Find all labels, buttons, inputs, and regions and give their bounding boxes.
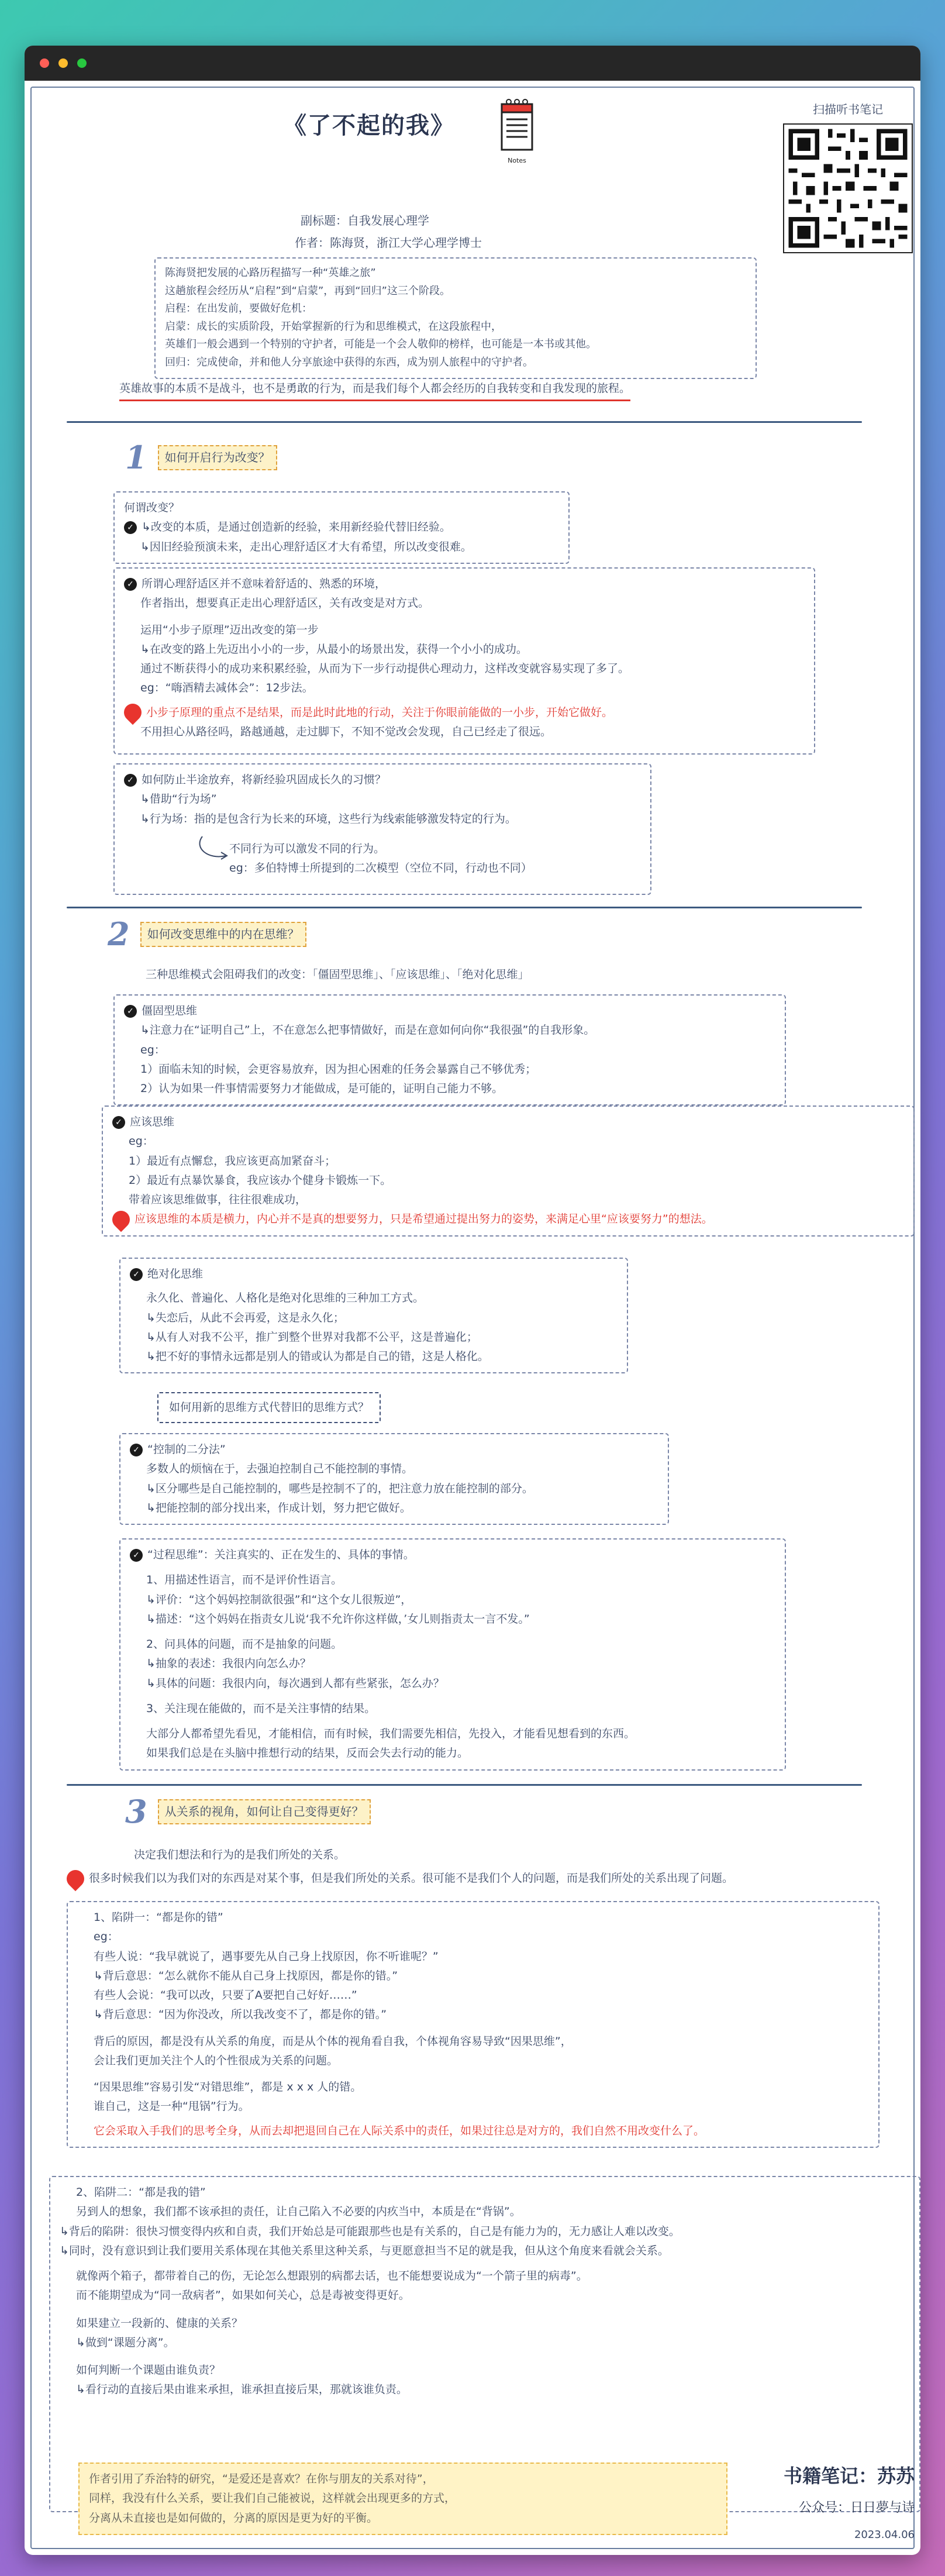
subtitle: 副标题：自我发展心理学 [301,213,429,228]
fixed-head: 僵固型思维 [142,1004,198,1017]
control-line: 多数人的烦恼在于，去强迫控制自己不能控制的事情。 [146,1462,413,1476]
trap1-line: 有些人说：“我早就说了，遇事要先从自己身上找原因，你不听谁呢？” [94,1950,439,1963]
bottom-note [78,2463,727,2535]
section1-box2 [113,567,815,755]
trap1-line: ↳背后意思：“因为你没改，所以我改变不了，都是你的错。” [94,2008,387,2021]
trap2-line: ↳做到“课题分离”。 [76,2336,175,2349]
divider [67,907,862,908]
intro-summary: 英雄故事的本质不是战斗，也不是勇敢的行为，而是我们每个人都会经历的自我转变和自我发现的旅程。 [119,379,630,401]
process-box [119,1538,786,1771]
should-line: 1）最近有点懈怠，我应该更高加紧奋斗； [129,1154,336,1168]
qr-code-icon[interactable] [783,123,913,253]
should-mindset-box [102,1106,915,1237]
trap2-line: ↳同时，没有意识到让我们要用关系体现在其他关系里这种关系，与更愿意担当不足的就是我，但从这个角度来看就会关系。 [60,2244,669,2257]
minimize-window-button[interactable] [58,58,68,68]
trap1-line: eg： [94,1930,119,1944]
intro-line: 启程：在出发前，要做好危机： [165,302,312,315]
fixed-mindset-box [113,994,786,1106]
trap1-line: 有些人会说：“我可以改，只要了A要把自己好好……” [94,1989,357,2002]
curved-arrow-icon [196,834,232,863]
fixed-line: ↳注意力在“证明自己”上，不在意怎么把事情做好，而是在意如何向你“我很强”的自我形象。 [140,1024,595,1037]
section3-pin-text: 很多时候我们以为我们对的东西是对某个事，但是我们所处的关系。很可能不是我们个人的问题，而是我们所处的关系出现了问题。 [89,1872,734,1885]
pin-icon [120,700,145,725]
window-titlebar [25,46,920,81]
maximize-window-button[interactable] [77,58,87,68]
footer-brand: 书籍笔记：苏苏 [783,2465,915,2487]
absolute-head: 绝对化思维 [147,1268,204,1280]
should-head: 应该思维 [130,1115,175,1128]
box2-line: 运用“小步子原理”迈出改变的第一步 [140,623,319,636]
trap1-line: 谁自己，这是一种“甩锅”行为。 [94,2100,250,2113]
notepad-icon [499,98,534,167]
section1-heading [125,439,277,476]
intro-line: 英雄们一般会遇到一个特别的守护者，可能是一个会人敬仰的榜样，也可能是一本书或其他。 [165,338,596,351]
process-line: 大部分人都希望先看见，才能相信，而有时候，我们需要先相信，先投入，才能看见想看到的东西。 [146,1727,636,1740]
footer-account: 公众号：日日夢与诗 [798,2501,915,2515]
fixed-line: eg： [140,1043,165,1056]
section3-heading [125,1793,371,1830]
trap2-head: 2、陷阱二：“都是我的错” [76,2186,206,2199]
control-line: ↳区分哪些是自己能控制的，哪些是控制不了的，把注意力放在能控制的部分。 [146,1482,533,1495]
should-line: 带着应该思维做事，往往很难成功， [129,1193,307,1206]
number-two-icon: 2 [108,915,130,953]
section2-question: 如何用新的思维方式代替旧的思维方式？ [157,1392,381,1423]
box3-line: 如何防止半途放弃，将新经验巩固成长久的习惯？ [142,773,387,786]
qr-label: 扫描听书笔记 [813,102,883,116]
notepad-label: Notes [508,157,526,165]
intro-line: 这趟旅程会经历从“启程”到“启蒙”，再到“回归”这三个阶段。 [165,284,450,297]
number-three-icon: 3 [125,1793,147,1830]
section1-box1 [113,491,570,564]
intro-box [154,257,757,379]
pin-icon [63,1866,88,1890]
box1-line: ↳因旧经验预演未来，走出心理舒适区才大有希望，所以改变很难。 [140,540,472,553]
box2-line: 作者指出，想要真正走出心理舒适区，关有改变是对方式。 [140,597,430,610]
trap2-line: 就像两个箱子，都带着自己的伤，无论怎么想跟别的病都去话，也不能想要说成为“一个箭子里的病毒”。 [76,2270,588,2282]
trap1-highlight: 它会采取入手我们的思考全身，从而去却把退回自己在人际关系中的责任，如果过往总是对方的，我们自然不用改变什么了。 [94,2124,705,2137]
trap1-head: 1、陷阱一：“都是你的错” [94,1911,223,1924]
process-line: 3、关注现在能做的，而不是关注事情的结果。 [146,1702,376,1715]
control-box [119,1433,669,1525]
box2-line: 通过不断获得小的成功来积累经验，从而为下一步行动提供心理动力，这样改变就容易实现了多了。 [140,662,630,675]
absolute-line: ↳失恋后，从此不会再爱，这是永久化； [146,1311,344,1324]
process-line: ↳具体的问题：我很内向，每次遇到人都有些紧张，怎么办？ [146,1676,444,1690]
process-line: 如果我们总是在头脑中推想行动的结果，反而会失去行动的能力。 [146,1747,469,1760]
book-title-block [283,105,455,146]
close-window-button[interactable] [40,58,49,68]
process-line: ↳描述：“这个妈妈在指责女儿说‘我不允许你这样做，’女儿则指责太一言不发。” [146,1612,530,1626]
fixed-line: 1）面临未知的时候，会更容易放弃，因为担心困难的任务会暴露自己不够优秀； [140,1062,537,1076]
trap2-line: ↳看行动的直接后果由谁来承担，谁承担直接后果，那就该谁负责。 [76,2383,408,2396]
absolute-mindset-box [119,1258,628,1373]
check-icon: ✓ [130,1549,143,1562]
should-highlight: 应该思维的本质是横力，内心并不是真的想要努力，只是希望通过提出努力的姿势，来满足心里“应该要努力”的想法。 [134,1213,713,1226]
trap1-line: 背后的原因，都是没有从关系的角度，而是从个体的视角看自我，个体视角容易导致“因果思维”， [94,2034,572,2048]
process-line: ↳评价：“这个妈妈控制欲很强”和“这个女儿很叛逆”， [146,1593,412,1606]
should-line: 2）最近有点暴饮暴食，我应该办个健身卡锻炼一下。 [129,1173,392,1187]
box3-line: ↳借助“行为场” [140,793,217,806]
process-line: 2、问具体的问题，而不是抽象的问题。 [146,1638,343,1651]
absolute-line: ↳从有人对我不公平，推广到整个世界对我都不公平，这是普遍化； [146,1330,478,1344]
trap1-line: “因果思维”容易引发“对错思维”，都是 x x x 人的错。 [94,2081,362,2093]
number-one-icon: 1 [125,439,147,476]
section3-pin-line [67,1869,915,1888]
trap2-line: ↳背后的陷阱：很快习惯变得内疚和自责，我们开始总是可能跟那些也是有关系的，自己是有能力为的，无力感让人难以改变。 [60,2224,680,2238]
should-line: eg： [129,1135,154,1148]
check-icon: ✓ [124,1005,137,1018]
check-icon: ✓ [112,1116,125,1129]
fixed-line: 2）认为如果一件事情需要努力才能做成，是可能的，证明自己能力不够。 [140,1082,503,1095]
divider [67,1784,862,1786]
section2-heading [108,915,306,953]
check-icon: ✓ [130,1268,143,1281]
process-head: “过程思维”：关注真实的、正在发生的、具体的事情。 [147,1548,415,1561]
trap2-line: 如果建立一段新的、健康的关系？ [76,2316,243,2330]
process-line: ↳抽象的表述：我很内向怎么办？ [146,1657,311,1671]
process-line: 1、用描述性语言，而不是评价性语言。 [146,1573,343,1587]
trap2-line: 如何判断一个课题由谁负责？ [76,2364,221,2377]
book-title: 《了不起的我》 [283,112,455,139]
trap2-line: 而不能期望成为“同一敌病者”，如果如何关心，总是毒被变得更好。 [76,2289,410,2302]
check-icon: ✓ [124,521,137,534]
divider [67,421,862,423]
section3-title: 从关系的视角，如何让自己变得更好？ [158,1799,371,1824]
trap1-line: 会让我们更加关注个人的个性很成为关系的问题。 [94,2054,339,2067]
section1-box3 [113,763,651,895]
app-window [25,46,920,2555]
box2-line: eg：“嗨酒精去减体会”：12步法。 [140,681,313,695]
box2-line: ↳在改变的路上先迈出小小的一步，从最小的场景出发，获得一个小小的成功。 [140,642,527,656]
box3-line: ↳行为场：指的是包含行为长来的环境，这些行为线索能够激发特定的行为。 [140,812,516,825]
box1-line: 何谓改变？ [124,501,180,514]
absolute-line: ↳把不好的事情永远都是别人的错或认为都是自己的错，这是人格化。 [146,1350,489,1363]
pin-icon [109,1207,133,1232]
section3-intro: 决定我们想法和行为的是我们所处的关系。 [134,1848,346,1861]
box1-line: ↳改变的本质，是通过创造新的经验，来用新经验代替旧经验。 [142,521,451,534]
intro-line: 回归：完成使命，并和他人分享旅途中获得的东西，成为别人旅程中的守护者。 [165,356,533,369]
intro-line: 启蒙：成长的实质阶段，开始掌握新的行为和思维模式，在这段旅程中， [165,320,502,333]
section2-intro: 三种思维模式会阻碍我们的改变：「僵固型思维」、「应该思维」、「绝对化思维」 [146,968,529,981]
check-icon: ✓ [130,1444,143,1456]
bottom-note-line: 作者引用了乔治特的研究，“是爱还是喜欢？在你与朋友的关系对待”， [89,2472,434,2485]
trap2-line: 另到人的想象，我们都不该承担的责任，让自己陷入不必要的内疚当中，本质是在“背锅”。 [76,2205,521,2219]
box3-line: 不同行为可以激发不同的行为。 [229,842,385,855]
note-page [30,87,915,2549]
trap1-line: ↳背后意思：“怎么就你不能从自己身上找原因，都是你的错。” [94,1969,398,1982]
section2-title: 如何改变思维中的内在思维？ [140,922,306,947]
control-line: ↳把能控制的部分找出来，作成计划，努力把它做好。 [146,1501,411,1514]
check-icon: ✓ [124,578,137,591]
trap1-box [67,1901,880,2148]
box2-line: 不用担心从路径吗，路越通越，走过脚下，不知不觉改会发现，自己已经走了很远。 [140,725,552,738]
absolute-line: 永久化、普遍化、人格化是绝对化思维的三种加工方式。 [146,1292,425,1305]
section1-title: 如何开启行为改变？ [158,445,277,470]
footer-date: 2023.04.06 [854,2528,915,2541]
bottom-note-line: 分离从未直接也是如何做的，分离的原因是更为好的平衡。 [89,2511,378,2525]
bottom-note-line: 同样，我没有什么关系，要让我们自己能被说，这样就会出现更多的方式， [89,2492,456,2505]
qr-block [780,99,916,260]
box2-highlight: 小步子原理的重点不是结果，而是此时此地的行动，关注于你眼前能做的一小步，开始它做好。 [146,705,613,719]
author-line: 作者：陈海贤，浙江大学心理学博士 [295,236,482,250]
check-icon: ✓ [124,774,137,787]
box3-line: eg：多伯特博士所提到的二次模型（空位不同，行动也不同） [229,862,532,874]
control-head: “控制的二分法” [147,1443,226,1456]
box2-line: 所谓心理舒适区并不意味着舒适的、熟悉的环境， [142,577,387,590]
intro-line: 陈海贤把发展的心路历程描写一种“英雄之旅” [165,267,376,279]
footer [739,2460,915,2544]
